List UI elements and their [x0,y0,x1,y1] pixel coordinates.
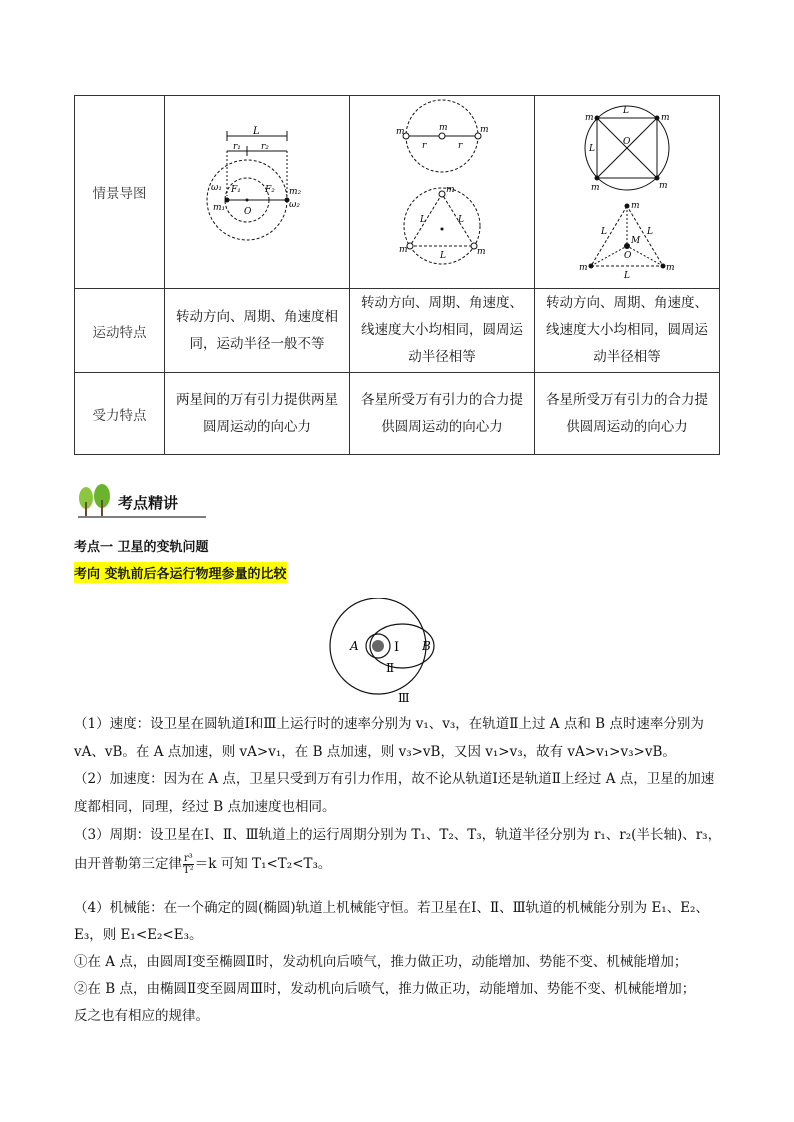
svg-text:r₂: r₂ [261,142,269,152]
orbit-transfer-diagram [318,598,448,708]
svg-text:F₂: F₂ [265,185,275,195]
binary-star-cell [165,96,350,289]
svg-text:m: m [591,183,600,193]
comparison-table [74,95,720,455]
paragraph-line: （3）周期：设卫星在Ⅰ、Ⅱ、Ⅲ轨道上的运行周期分别为 T₁、T₂、T₃，轨道半径分别为 r₁、r₂(半长轴)、r₃， [74,827,722,843]
tree-icon [79,484,110,516]
kepler-fraction: $\frac{\text{r³}}{\text{T²}}$ [183,853,194,876]
svg-text:L: L [420,215,426,225]
table-row [75,373,720,455]
row-label: 受力特点 [75,373,165,455]
section-title: 考点精讲 [118,494,179,512]
table-cell: 两星间的万有引力提供两星圆周运动的向心力 [165,373,350,455]
svg-text:F₁: F₁ [231,185,241,195]
svg-text:m: m [439,123,448,133]
paragraph-line: E₃，则 E₁<E₂<E₃。 [74,927,203,943]
svg-text:O: O [624,251,632,261]
svg-text:m: m [399,245,408,255]
svg-text:L: L [623,106,629,116]
svg-text:L: L [589,144,595,154]
paragraph-line: ②在 B 点，由椭圆Ⅱ变至圆周Ⅲ时，发动机向后喷气，推力做正功，动能增加、势能不变、机械能增加； [74,981,696,997]
paragraph-line: 反之也有相应的规律。 [74,1008,209,1024]
svg-text:r: r [422,141,427,151]
table-cell: 转动方向、周期、角速度、线速度大小均相同，圆周运动半径相等 [535,289,720,373]
triple-star-diagram [350,96,534,284]
svg-text:r₁: r₁ [233,142,241,152]
table-cell: 转动方向、周期、角速度相同，运动半径一般不等 [165,289,350,373]
svg-text:O: O [244,207,252,217]
svg-text:m: m [579,263,588,273]
svg-text:m: m [659,181,668,191]
svg-text:L: L [601,227,607,237]
orbit-III-label: Ⅲ [398,691,410,705]
orbit-I-label: Ⅰ [394,640,400,655]
table-cell: 各星所受万有引力的合力提供圆周运动的向心力 [350,373,535,455]
svg-text:L: L [440,251,446,261]
table-cell: 转动方向、周期、角速度、线速度大小均相同，圆周运动半径相等 [350,289,535,373]
svg-text:ω₂: ω₂ [289,200,300,210]
paragraph-line: （2）加速度：因为在 A 点，卫星只受到万有引力作用，故不论从轨道Ⅰ还是轨道Ⅱ上经过 A 点，卫星的加速 [74,771,715,787]
heading-topic: 考点一 卫星的变轨问题 [74,540,209,555]
svg-text:L: L [624,271,630,281]
point-A-label: A [350,639,359,653]
binary-star-diagram [165,96,349,284]
svg-text:r: r [458,141,463,151]
point-B-label: B [422,639,431,653]
triple-star-cell [350,96,535,289]
svg-text:m: m [666,263,675,273]
row-label: 运动特点 [75,289,165,373]
orbit-II-label: Ⅱ [386,661,395,675]
label-L: L [253,126,260,137]
svg-text:m: m [480,125,489,135]
svg-text:m: m [446,185,455,195]
svg-text:m₁: m₁ [213,203,226,213]
paragraph-line: ①在 A 点，由圆周Ⅰ变至椭圆Ⅱ时，发动机向后喷气，推力做正功，动能增加、势能不变、机械能增加； [74,954,688,970]
svg-text:m: m [585,113,594,123]
quad-star-diagram [535,96,719,284]
heading-subtopic: 考向 变轨前后各运行物理参量的比较 [74,562,287,583]
table-row [75,96,720,289]
paragraph-line: （1）速度：设卫星在圆轨道Ⅰ和Ⅲ上运行时的速率分别为 v₁、v₃，在轨道Ⅱ上过 A 点和 B 点时速率分别为 [74,716,704,732]
svg-text:m: m [661,113,670,123]
quad-star-cell [535,96,720,289]
svg-text:ω₁: ω₁ [211,183,222,193]
svg-text:O: O [623,137,631,147]
paragraph-line: 度都相同，同理，经过 B 点加速度也相同。 [74,799,336,815]
svg-text:L: L [458,215,464,225]
row-label: 情景导图 [75,96,165,289]
table-cell: 各星所受万有引力的合力提供圆周运动的向心力 [535,373,720,455]
svg-text:m: m [477,247,486,257]
paragraph-line: 由开普勒第三定律 $\frac{\text{r³}}{\text{T²}}$ ＝k 可知 T₁<T₂<T₃。 [74,853,332,876]
svg-text:m₂: m₂ [289,187,302,197]
paragraph-line: vA、vB。在 A 点加速，则 vA>v₁，在 B 点加速，则 v₃>vB，又因 v₁>v₃，故有 vA>v₁>v₃>vB。 [74,744,676,760]
svg-text:m: m [396,127,405,137]
table-row [75,289,720,373]
svg-text:L: L [647,227,653,237]
svg-text:m: m [631,201,640,211]
paragraph-line: （4）机械能：在一个确定的圆(椭圆)轨道上机械能守恒。若卫星在Ⅰ、Ⅱ、Ⅲ轨道的机械能分别为 E₁、E₂、 [74,900,709,916]
svg-text:M: M [631,236,641,246]
